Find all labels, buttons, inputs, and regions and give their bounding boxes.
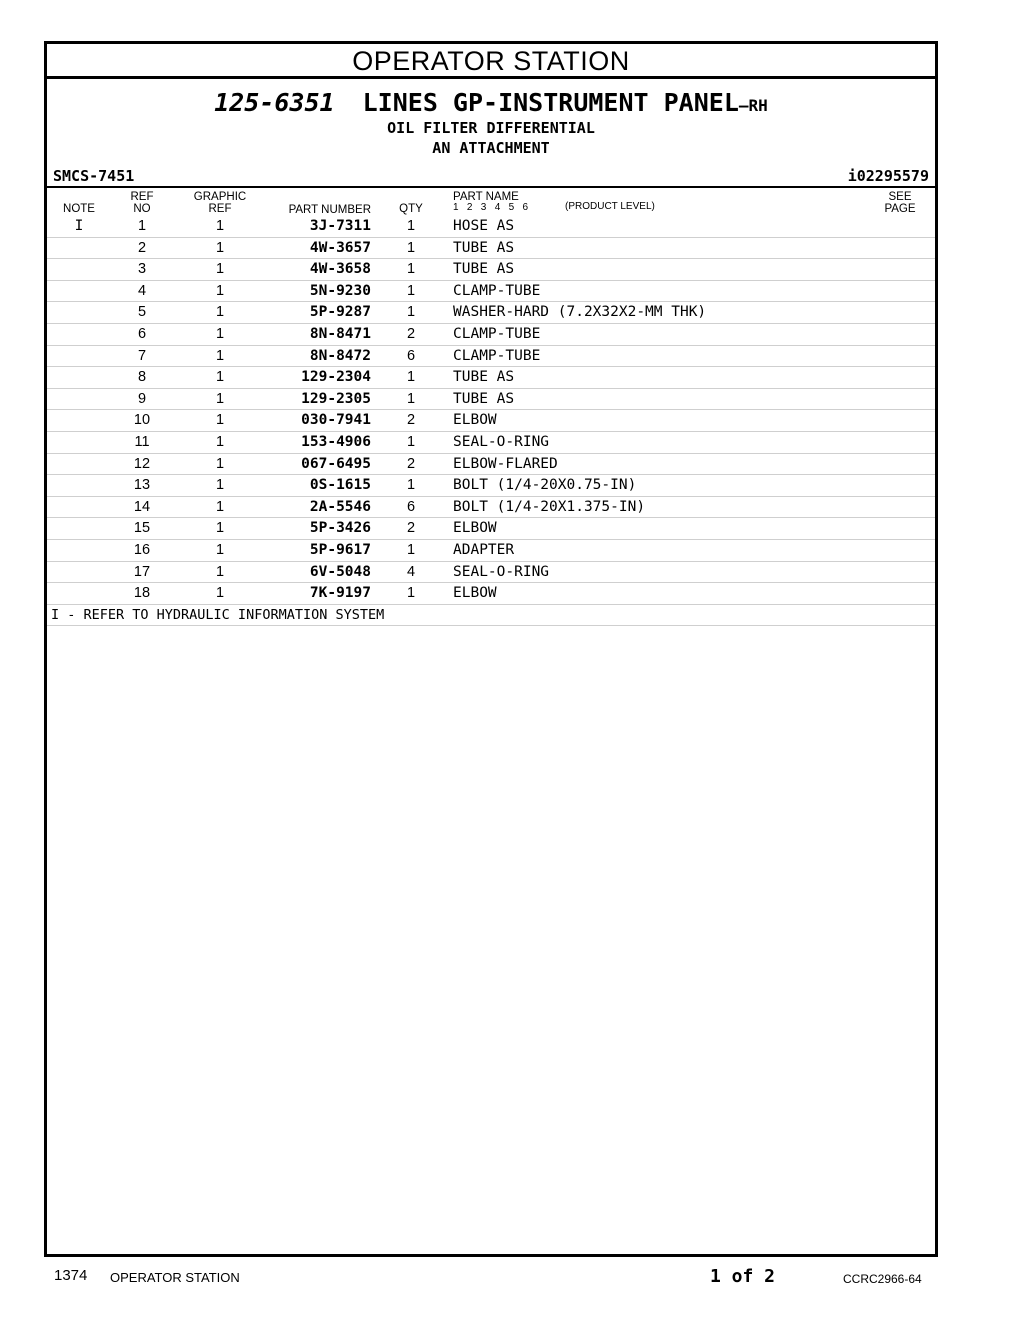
part-name-cell: ELBOW-FLARED	[453, 455, 558, 472]
part-name-cell: WASHER-HARD (7.2X32X2-MM THK)	[453, 304, 707, 321]
col-qty: QTY	[399, 203, 423, 215]
table-row	[47, 346, 935, 368]
qty-cell: 1	[406, 369, 416, 386]
qty-cell: 2	[406, 412, 416, 429]
ref-no-cell: 10	[133, 412, 151, 429]
footnote-text: I - REFER TO HYDRAULIC INFORMATION SYSTEM	[51, 606, 385, 623]
ref-no-cell: 15	[133, 520, 151, 537]
col-ref-1: REF	[130, 191, 154, 203]
graphic-ref-cell: 1	[215, 498, 225, 515]
col-ref-2: NO	[133, 203, 151, 215]
col-note: NOTE	[63, 203, 95, 215]
ref-no-cell: 8	[137, 369, 147, 386]
qty-cell: 1	[406, 282, 416, 299]
part-name-cell: TUBE AS	[453, 369, 515, 386]
graphic-ref-cell: 1	[215, 282, 225, 299]
part-number-cell: 4W-3657	[309, 239, 371, 256]
table-row	[47, 562, 935, 584]
note-cell: I	[74, 218, 84, 234]
table-row	[47, 497, 935, 519]
parts-page-frame	[44, 41, 938, 1257]
qty-cell: 1	[406, 433, 416, 450]
col-part-number: PART NUMBER	[288, 204, 371, 216]
table-row	[47, 410, 935, 432]
col-graphic-1: GRAPHIC	[193, 191, 247, 203]
graphic-ref-cell: 1	[215, 412, 225, 429]
ref-no-cell: 3	[137, 261, 147, 278]
part-number-cell: 0S-1615	[309, 477, 371, 494]
part-name-cell: SEAL-O-RING	[453, 433, 550, 450]
col-product-level-label: (PRODUCT LEVEL)	[565, 201, 655, 212]
part-name-cell: CLAMP-TUBE	[453, 347, 541, 364]
ref-no-cell: 6	[137, 325, 147, 342]
parts-table	[47, 216, 935, 626]
qty-cell: 1	[406, 390, 416, 407]
graphic-ref-cell: 1	[215, 520, 225, 537]
qty-cell: 1	[406, 261, 416, 278]
part-name-cell: CLAMP-TUBE	[453, 282, 541, 299]
ref-no-cell: 16	[133, 541, 151, 558]
part-number-cell: 7K-9197	[309, 585, 371, 602]
part-name-cell: ADAPTER	[453, 541, 515, 558]
part-name-cell: HOSE AS	[453, 218, 515, 234]
header-rule	[47, 186, 935, 188]
group-name: LINES GP-INSTRUMENT PANEL	[362, 88, 739, 117]
part-name-cell: BOLT (1/4-20X0.75-IN)	[453, 477, 637, 494]
part-number-cell: 153-4906	[301, 433, 371, 450]
part-number-cell: 5P-9617	[309, 541, 371, 558]
table-row	[47, 518, 935, 540]
graphic-ref-cell: 1	[215, 239, 225, 256]
graphic-ref-cell: 1	[215, 455, 225, 472]
qty-cell: 1	[406, 304, 416, 321]
group-title	[47, 88, 935, 121]
ref-no-cell: 11	[134, 433, 150, 450]
table-row	[47, 454, 935, 476]
ref-no-cell: 14	[133, 498, 151, 515]
group-number: 125-6351	[214, 88, 335, 117]
qty-cell: 1	[406, 218, 416, 234]
part-number-cell: 3J-7311	[309, 218, 371, 234]
section-title: OPERATOR STATION	[47, 44, 935, 79]
qty-cell: 2	[406, 455, 416, 472]
part-number-cell: 8N-8471	[309, 325, 371, 342]
qty-cell: 2	[406, 325, 416, 342]
col-see-page-1: SEE	[888, 191, 912, 203]
part-name-cell: CLAMP-TUBE	[453, 325, 541, 342]
part-name-cell: TUBE AS	[453, 261, 515, 278]
qty-cell: 6	[406, 498, 416, 515]
table-row	[47, 238, 935, 260]
table-row	[47, 367, 935, 389]
qty-cell: 1	[406, 585, 416, 602]
table-row	[47, 540, 935, 562]
part-name-cell: BOLT (1/4-20X1.375-IN)	[453, 498, 646, 515]
illustration-id: i02295579	[847, 167, 929, 185]
table-row	[47, 324, 935, 346]
graphic-ref-cell: 1	[215, 325, 225, 342]
qty-cell: 1	[406, 541, 416, 558]
footer-page-number: 1374	[54, 1267, 88, 1284]
part-name-cell: ELBOW	[453, 412, 497, 429]
graphic-ref-cell: 1	[215, 261, 225, 278]
graphic-ref-cell: 1	[215, 477, 225, 494]
subtitle-2: AN ATTACHMENT	[432, 139, 550, 157]
ref-no-cell: 18	[133, 585, 151, 602]
part-number-cell: 129-2305	[301, 390, 371, 407]
footer-page-of: 1 of 2	[710, 1266, 776, 1287]
graphic-ref-cell: 1	[215, 390, 225, 407]
table-row	[47, 432, 935, 454]
graphic-ref-cell: 1	[215, 347, 225, 364]
qty-cell: 4	[406, 563, 416, 580]
ref-no-cell: 4	[137, 282, 147, 299]
graphic-ref-cell: 1	[215, 541, 225, 558]
table-row	[47, 583, 935, 605]
col-see-page-2: PAGE	[884, 203, 916, 215]
part-name-cell: ELBOW	[453, 585, 497, 602]
footnote-row	[47, 605, 935, 627]
subtitle-1: OIL FILTER DIFFERENTIAL	[387, 119, 595, 137]
qty-cell: 6	[406, 347, 416, 364]
part-number-cell: 6V-5048	[309, 563, 371, 580]
table-row	[47, 302, 935, 324]
part-number-cell: 067-6495	[301, 455, 371, 472]
table-row	[47, 259, 935, 281]
table-row	[47, 216, 935, 238]
graphic-ref-cell: 1	[215, 433, 225, 450]
ref-no-cell: 2	[137, 239, 147, 256]
part-number-cell: 5P-9287	[309, 304, 371, 321]
qty-cell: 1	[406, 239, 416, 256]
col-product-levels: 1 2 3 4 5 6	[453, 202, 529, 213]
qty-cell: 2	[406, 520, 416, 537]
graphic-ref-cell: 1	[215, 563, 225, 580]
graphic-ref-cell: 1	[215, 304, 225, 321]
part-number-cell: 030-7941	[301, 412, 371, 429]
part-number-cell: 5N-9230	[309, 282, 371, 299]
ref-no-cell: 7	[137, 347, 147, 364]
part-name-cell: TUBE AS	[453, 390, 515, 407]
ref-no-cell: 13	[133, 477, 151, 494]
part-number-cell: 2A-5546	[309, 498, 371, 515]
qty-cell: 1	[406, 477, 416, 494]
ref-no-cell: 12	[133, 455, 151, 472]
group-suffix: —RH	[738, 96, 768, 115]
ref-no-cell: 1	[137, 218, 147, 234]
table-row	[47, 475, 935, 497]
ref-no-cell: 9	[137, 390, 147, 407]
graphic-ref-cell: 1	[215, 218, 225, 234]
part-name-cell: SEAL-O-RING	[453, 563, 550, 580]
part-name-cell: TUBE AS	[453, 239, 515, 256]
smcs-code: SMCS-7451	[53, 167, 135, 185]
part-name-cell: ELBOW	[453, 520, 497, 537]
ref-no-cell: 17	[133, 563, 151, 580]
part-number-cell: 4W-3658	[309, 261, 371, 278]
col-part-name: PART NAME	[453, 191, 519, 203]
part-number-cell: 8N-8472	[309, 347, 371, 364]
table-row	[47, 389, 935, 411]
graphic-ref-cell: 1	[215, 585, 225, 602]
col-graphic-2: REF	[208, 203, 232, 215]
footer-section: OPERATOR STATION	[110, 1270, 240, 1285]
ref-no-cell: 5	[137, 304, 147, 321]
footer-doc-code: CCRC2966-64	[843, 1272, 922, 1286]
table-row	[47, 281, 935, 303]
part-number-cell: 129-2304	[301, 369, 371, 386]
part-number-cell: 5P-3426	[309, 520, 371, 537]
graphic-ref-cell: 1	[215, 369, 225, 386]
